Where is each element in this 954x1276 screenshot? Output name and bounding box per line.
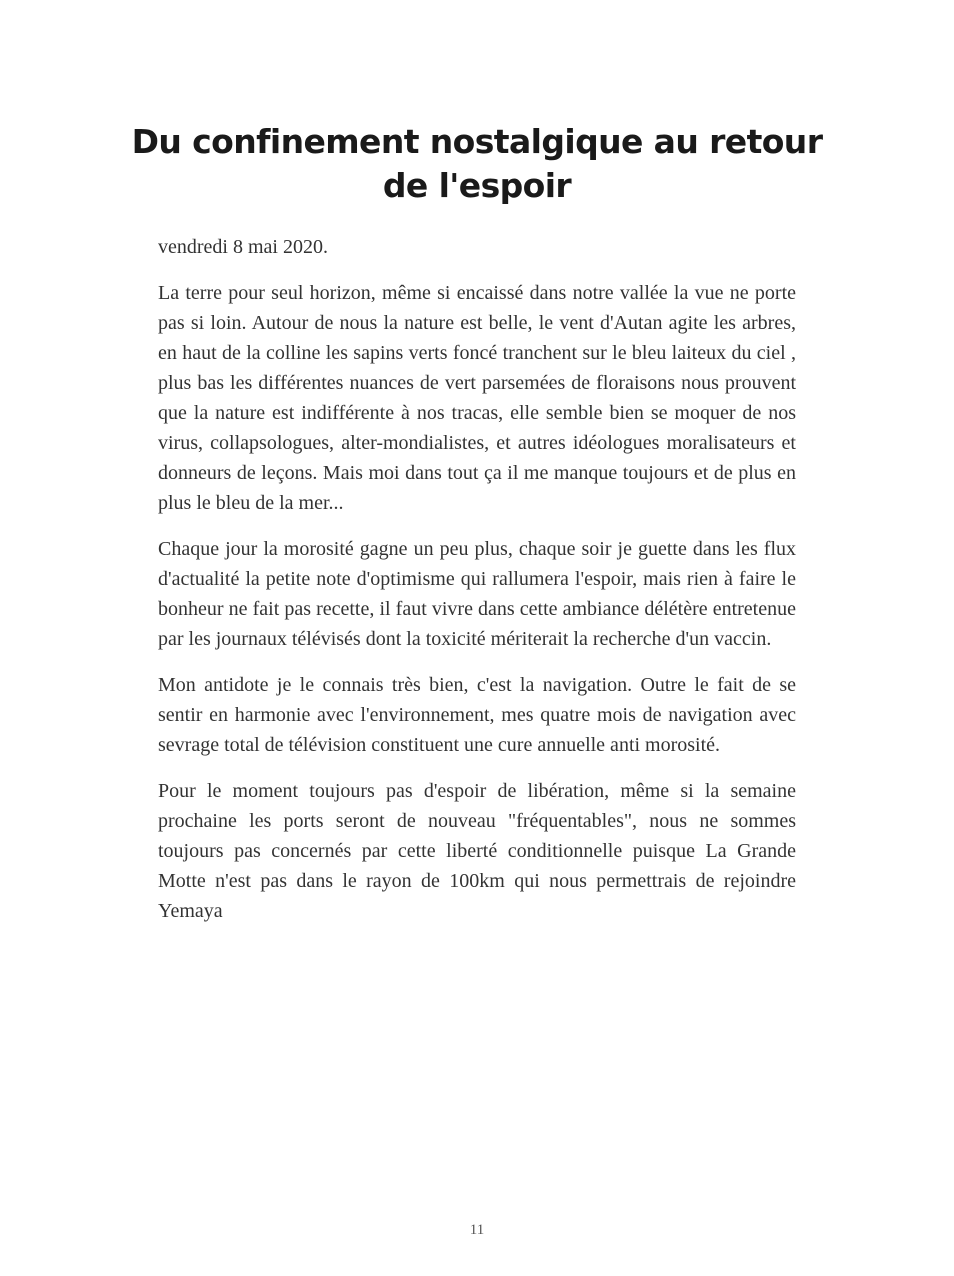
paragraph-4: Pour le moment toujours pas d'espoir de libération, même si la semaine prochaine les ports seront de nouveau "fréquentables", nous ne sommes toujours pas concernés par cette liberté conditionnelle puisque La Grande Motte n'est pas dans le rayon de 100km qui nous permettrais de rejoindre Yemaya — [158, 780, 796, 922]
page-number: 11 — [469, 1222, 485, 1238]
paragraph-2: Chaque jour la morosité gagne un peu plus, chaque soir je guette dans les flux d'actualité la petite note d'optimisme qui rallumera l'espoir, mais rien à faire le bonheur ne fait pas recette, il faut vivre dans cette ambiance délétère entretenue par les journaux télévisés dont la toxicité mériterait la recherche d'un vaccin. — [158, 538, 796, 650]
publication-date: vendredi 8 mai 2020. — [158, 236, 328, 258]
paragraph-3: Mon antidote je le connais très bien, c'est la navigation. Outre le fait de se sentir en harmonie avec l'environnement, mes quatre mois de navigation avec sevrage total de télévision constituent une cure annuelle anti morosité. — [158, 674, 796, 756]
paragraph-1: La terre pour seul horizon, même si encaissé dans notre vallée la vue ne porte pas si loin. Autour de nous la nature est belle, le vent d'Autan agite les arbres, en haut de la colline les sapins verts foncé tranchent sur le bleu laiteux du ciel , plus bas les différentes nuances de vert parsemées de floraisons nous prouvent que la nature est indifférente à nos tracas, elle semble bien se moquer de nos virus, collapsologues, alter-mondialistes, et autres idéologues moralisateurs et donneurs de leçons. Mais moi dans tout ça il me manque toujours et de plus en plus le bleu de la mer... — [158, 282, 796, 514]
article-body — [158, 232, 796, 942]
page-title: Du confinement nostalgique au retour de l'espoir — [131, 122, 823, 205]
